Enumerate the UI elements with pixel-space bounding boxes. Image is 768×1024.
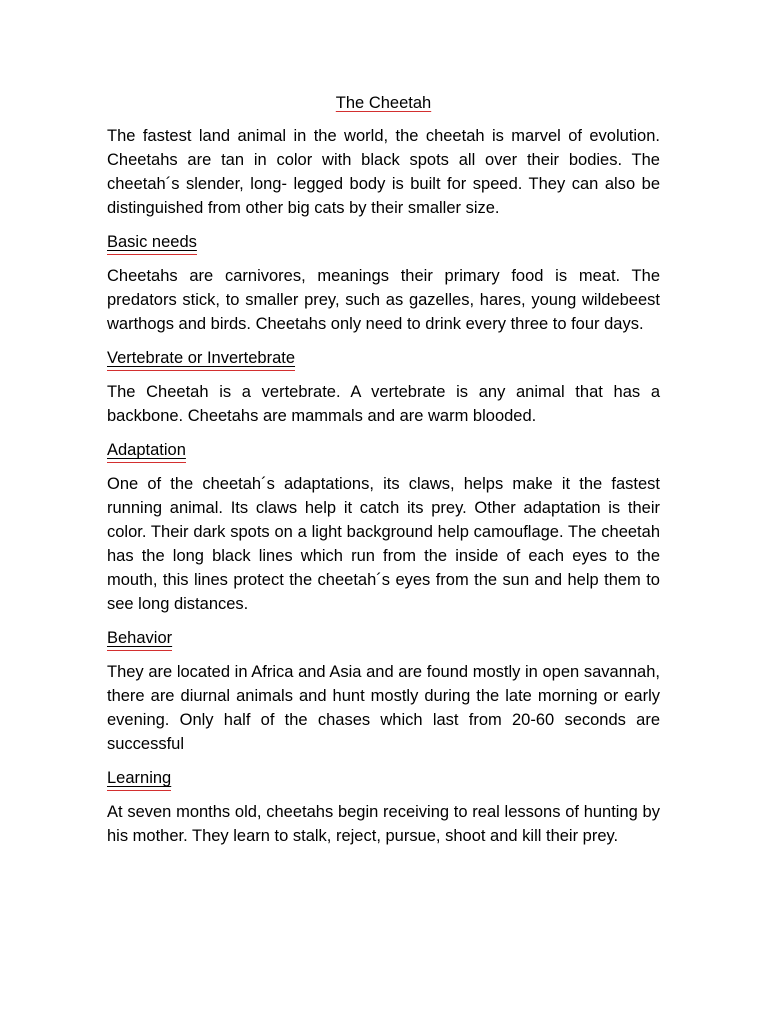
- heading-text: Vertebrate or Invertebrate: [107, 349, 296, 367]
- section-body-basic-needs: Cheetahs are carnivores, meanings their primary food is meat. The predators stick, to smaller prey, such as gazelles, hares, young wildebeest warthogs and birds. Cheetahs only need to drink every three to four days.: [107, 267, 660, 333]
- section-heading-learning: [107, 766, 660, 790]
- document-page: [107, 92, 660, 858]
- heading-text: Learning: [107, 769, 172, 787]
- section-body-vertebrate: The Cheetah is a vertebrate. A vertebrate is any animal that has a backbone. Cheetahs are mammals and are warm blooded.: [107, 383, 660, 425]
- intro-paragraph: The fastest land animal in the world, the cheetah is marvel of evolution. Cheetahs are tan in color with black spots all over their bodies. The cheetah´s slender, long- legged body is built for speed. They can also be distinguished from other big cats by their smaller size.: [107, 127, 660, 217]
- heading-text: Adaptation: [107, 441, 186, 459]
- section-heading-vertebrate: [107, 346, 660, 370]
- section-body-adaptation: One of the cheetah´s adaptations, its claws, helps make it the fastest running animal. Its claws help it catch its prey. Other adaptation is their color. Their dark spots on a light background help camouflage. The cheetah has the long black lines which run from the inside of each eyes to the mouth, this lines protect the cheetah´s eyes from the sun and help them to see long distances.: [107, 475, 660, 613]
- section-heading-adaptation: [107, 438, 660, 462]
- section-heading-behavior: [107, 626, 660, 650]
- section-heading-basic-needs: [107, 230, 660, 254]
- heading-text: Behavior: [107, 629, 173, 647]
- document-title: [107, 92, 660, 114]
- section-body-learning: At seven months old, cheetahs begin receiving to real lessons of hunting by his mother. They learn to stalk, reject, pursue, shoot and kill their prey.: [107, 803, 660, 845]
- title-text: The Cheetah: [335, 94, 432, 112]
- section-body-behavior: They are located in Africa and Asia and are found mostly in open savannah, there are diurnal animals and hunt mostly during the late morning or early evening. Only half of the chases which last from 20-60 seconds are successful: [107, 663, 660, 753]
- heading-text: Basic needs: [107, 233, 197, 251]
